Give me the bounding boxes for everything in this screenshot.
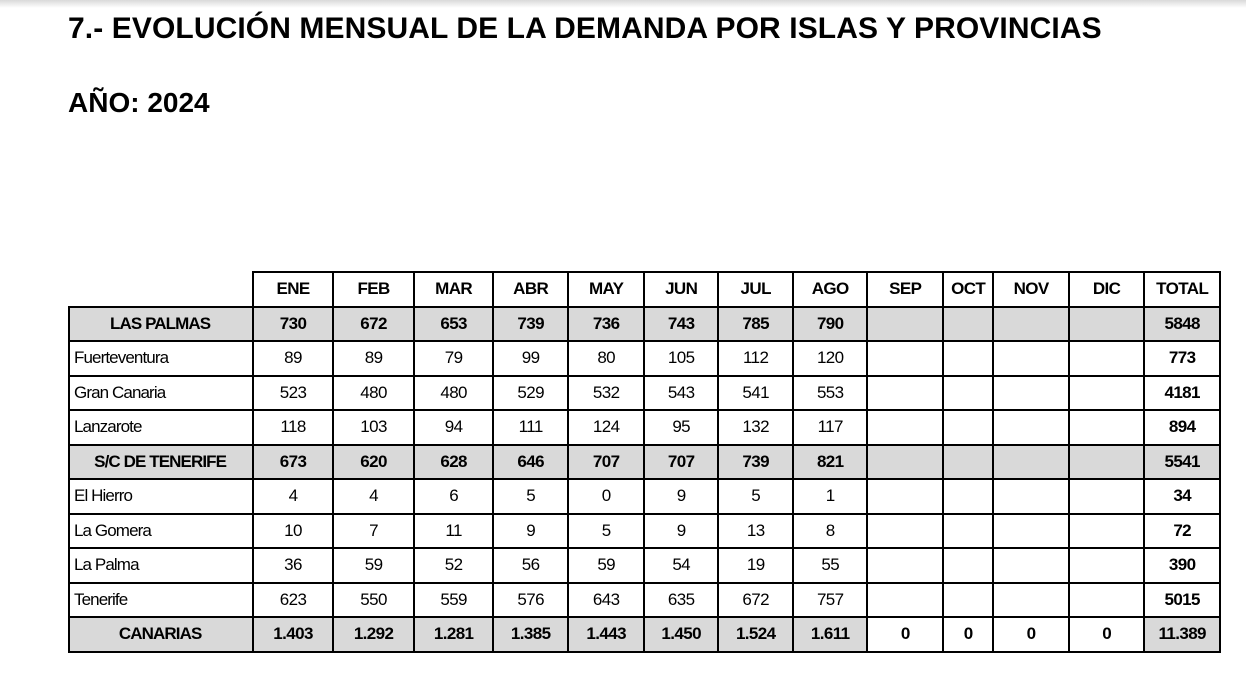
cell-oct xyxy=(943,583,993,618)
cell-ene: 36 xyxy=(253,548,333,583)
grand-row xyxy=(69,617,1220,652)
column-header-may: MAY xyxy=(568,272,644,307)
cell-jul: 1.524 xyxy=(718,617,793,652)
cell-sep xyxy=(867,479,943,514)
cell-feb: 620 xyxy=(333,445,415,480)
cell-nov xyxy=(993,410,1069,445)
cell-sep xyxy=(867,583,943,618)
cell-dic xyxy=(1069,514,1145,549)
cell-jul: 5 xyxy=(718,479,793,514)
cell-feb: 672 xyxy=(333,307,415,342)
cell-total: 34 xyxy=(1144,479,1220,514)
cell-nov xyxy=(993,307,1069,342)
cell-dic xyxy=(1069,376,1145,411)
cell-oct xyxy=(943,445,993,480)
cell-sep xyxy=(867,514,943,549)
cell-total: 894 xyxy=(1144,410,1220,445)
cell-mar: 480 xyxy=(414,376,493,411)
column-header-jun: JUN xyxy=(644,272,719,307)
cell-total: 5848 xyxy=(1144,307,1220,342)
table-corner-cell xyxy=(69,272,253,307)
column-header-nov: NOV xyxy=(993,272,1069,307)
cell-feb: 550 xyxy=(333,583,415,618)
row-label: CANARIAS xyxy=(69,617,253,652)
cell-ago: 8 xyxy=(793,514,868,549)
cell-may: 124 xyxy=(568,410,644,445)
cell-nov xyxy=(993,445,1069,480)
cell-nov: 0 xyxy=(993,617,1069,652)
cell-abr: 739 xyxy=(493,307,569,342)
row-label: Gran Canaria xyxy=(69,376,253,411)
cell-nov xyxy=(993,514,1069,549)
cell-feb: 4 xyxy=(333,479,415,514)
cell-jul: 132 xyxy=(718,410,793,445)
cell-may: 532 xyxy=(568,376,644,411)
cell-ago: 55 xyxy=(793,548,868,583)
cell-ene: 523 xyxy=(253,376,333,411)
cell-abr: 56 xyxy=(493,548,569,583)
row-label: Lanzarote xyxy=(69,410,253,445)
cell-mar: 11 xyxy=(414,514,493,549)
cell-jun: 707 xyxy=(644,445,719,480)
cell-dic xyxy=(1069,445,1145,480)
cell-may: 59 xyxy=(568,548,644,583)
cell-ene: 730 xyxy=(253,307,333,342)
cell-dic xyxy=(1069,548,1145,583)
year-label: AÑO: xyxy=(68,87,140,118)
cell-jun: 9 xyxy=(644,514,719,549)
cell-ene: 118 xyxy=(253,410,333,445)
cell-dic xyxy=(1069,341,1145,376)
cell-ago: 117 xyxy=(793,410,868,445)
cell-nov xyxy=(993,341,1069,376)
cell-abr: 99 xyxy=(493,341,569,376)
page-title: 7.- EVOLUCIÓN MENSUAL DE LA DEMANDA POR ISLAS Y PROVINCIAS xyxy=(68,12,1102,45)
cell-oct xyxy=(943,479,993,514)
cell-sep: 0 xyxy=(867,617,943,652)
cell-jul: 13 xyxy=(718,514,793,549)
page-top-edge xyxy=(0,0,1246,8)
cell-feb: 89 xyxy=(333,341,415,376)
column-header-dic: DIC xyxy=(1069,272,1145,307)
cell-mar: 628 xyxy=(414,445,493,480)
cell-jun: 95 xyxy=(644,410,719,445)
column-header-abr: ABR xyxy=(493,272,569,307)
cell-feb: 7 xyxy=(333,514,415,549)
monthly-demand-table xyxy=(68,271,1221,653)
cell-total: 5541 xyxy=(1144,445,1220,480)
table-header-row xyxy=(69,272,1220,307)
cell-sep xyxy=(867,341,943,376)
row-label: LAS PALMAS xyxy=(69,307,253,342)
cell-sep xyxy=(867,410,943,445)
column-header-oct: OCT xyxy=(943,272,993,307)
cell-dic xyxy=(1069,479,1145,514)
cell-dic: 0 xyxy=(1069,617,1145,652)
row-label: S/C DE TENERIFE xyxy=(69,445,253,480)
cell-jun: 1.450 xyxy=(644,617,719,652)
cell-may: 1.443 xyxy=(568,617,644,652)
cell-nov xyxy=(993,548,1069,583)
year-value: 2024 xyxy=(147,87,210,118)
column-header-feb: FEB xyxy=(333,272,415,307)
cell-feb: 103 xyxy=(333,410,415,445)
cell-jun: 743 xyxy=(644,307,719,342)
cell-total: 5015 xyxy=(1144,583,1220,618)
cell-dic xyxy=(1069,583,1145,618)
cell-ago: 1.611 xyxy=(793,617,868,652)
cell-may: 736 xyxy=(568,307,644,342)
cell-feb: 59 xyxy=(333,548,415,583)
table-row xyxy=(69,548,1220,583)
cell-nov xyxy=(993,479,1069,514)
cell-ago: 553 xyxy=(793,376,868,411)
cell-total: 4181 xyxy=(1144,376,1220,411)
cell-mar: 6 xyxy=(414,479,493,514)
cell-dic xyxy=(1069,307,1145,342)
row-label: La Palma xyxy=(69,548,253,583)
cell-mar: 94 xyxy=(414,410,493,445)
cell-mar: 52 xyxy=(414,548,493,583)
row-label: Tenerife xyxy=(69,583,253,618)
row-label: El Hierro xyxy=(69,479,253,514)
cell-jul: 112 xyxy=(718,341,793,376)
cell-jun: 543 xyxy=(644,376,719,411)
cell-oct xyxy=(943,341,993,376)
table-row xyxy=(69,514,1220,549)
cell-jul: 672 xyxy=(718,583,793,618)
column-header-sep: SEP xyxy=(867,272,943,307)
cell-ago: 790 xyxy=(793,307,868,342)
table-row xyxy=(69,479,1220,514)
cell-mar: 653 xyxy=(414,307,493,342)
table-body xyxy=(69,307,1220,652)
column-header-total: TOTAL xyxy=(1144,272,1220,307)
row-label: La Gomera xyxy=(69,514,253,549)
cell-total: 72 xyxy=(1144,514,1220,549)
cell-ene: 1.403 xyxy=(253,617,333,652)
year-heading xyxy=(68,87,210,119)
cell-oct xyxy=(943,548,993,583)
cell-feb: 480 xyxy=(333,376,415,411)
table-row xyxy=(69,410,1220,445)
cell-may: 80 xyxy=(568,341,644,376)
cell-sep xyxy=(867,548,943,583)
cell-ene: 89 xyxy=(253,341,333,376)
cell-jun: 105 xyxy=(644,341,719,376)
cell-oct xyxy=(943,410,993,445)
cell-jul: 739 xyxy=(718,445,793,480)
column-header-mar: MAR xyxy=(414,272,493,307)
cell-jun: 635 xyxy=(644,583,719,618)
cell-mar: 1.281 xyxy=(414,617,493,652)
cell-sep xyxy=(867,307,943,342)
cell-jul: 541 xyxy=(718,376,793,411)
cell-jul: 19 xyxy=(718,548,793,583)
cell-total: 11.389 xyxy=(1144,617,1220,652)
cell-may: 643 xyxy=(568,583,644,618)
cell-oct: 0 xyxy=(943,617,993,652)
cell-may: 0 xyxy=(568,479,644,514)
cell-ago: 757 xyxy=(793,583,868,618)
cell-nov xyxy=(993,583,1069,618)
cell-oct xyxy=(943,376,993,411)
cell-ago: 1 xyxy=(793,479,868,514)
cell-feb: 1.292 xyxy=(333,617,415,652)
group-row xyxy=(69,445,1220,480)
cell-dic xyxy=(1069,410,1145,445)
cell-sep xyxy=(867,376,943,411)
table-row xyxy=(69,341,1220,376)
cell-oct xyxy=(943,514,993,549)
cell-ene: 4 xyxy=(253,479,333,514)
cell-total: 773 xyxy=(1144,341,1220,376)
cell-abr: 529 xyxy=(493,376,569,411)
cell-ene: 623 xyxy=(253,583,333,618)
cell-ene: 10 xyxy=(253,514,333,549)
cell-jul: 785 xyxy=(718,307,793,342)
cell-abr: 111 xyxy=(493,410,569,445)
group-row xyxy=(69,307,1220,342)
cell-jun: 9 xyxy=(644,479,719,514)
cell-ene: 673 xyxy=(253,445,333,480)
cell-may: 707 xyxy=(568,445,644,480)
cell-abr: 1.385 xyxy=(493,617,569,652)
cell-mar: 559 xyxy=(414,583,493,618)
cell-may: 5 xyxy=(568,514,644,549)
cell-jun: 54 xyxy=(644,548,719,583)
cell-abr: 576 xyxy=(493,583,569,618)
cell-ago: 821 xyxy=(793,445,868,480)
cell-abr: 5 xyxy=(493,479,569,514)
cell-abr: 9 xyxy=(493,514,569,549)
table-row xyxy=(69,376,1220,411)
row-label: Fuerteventura xyxy=(69,341,253,376)
column-header-ago: AGO xyxy=(793,272,868,307)
cell-mar: 79 xyxy=(414,341,493,376)
column-header-ene: ENE xyxy=(253,272,333,307)
column-header-jul: JUL xyxy=(718,272,793,307)
cell-ago: 120 xyxy=(793,341,868,376)
cell-nov xyxy=(993,376,1069,411)
cell-sep xyxy=(867,445,943,480)
cell-oct xyxy=(943,307,993,342)
table-row xyxy=(69,583,1220,618)
cell-abr: 646 xyxy=(493,445,569,480)
cell-total: 390 xyxy=(1144,548,1220,583)
